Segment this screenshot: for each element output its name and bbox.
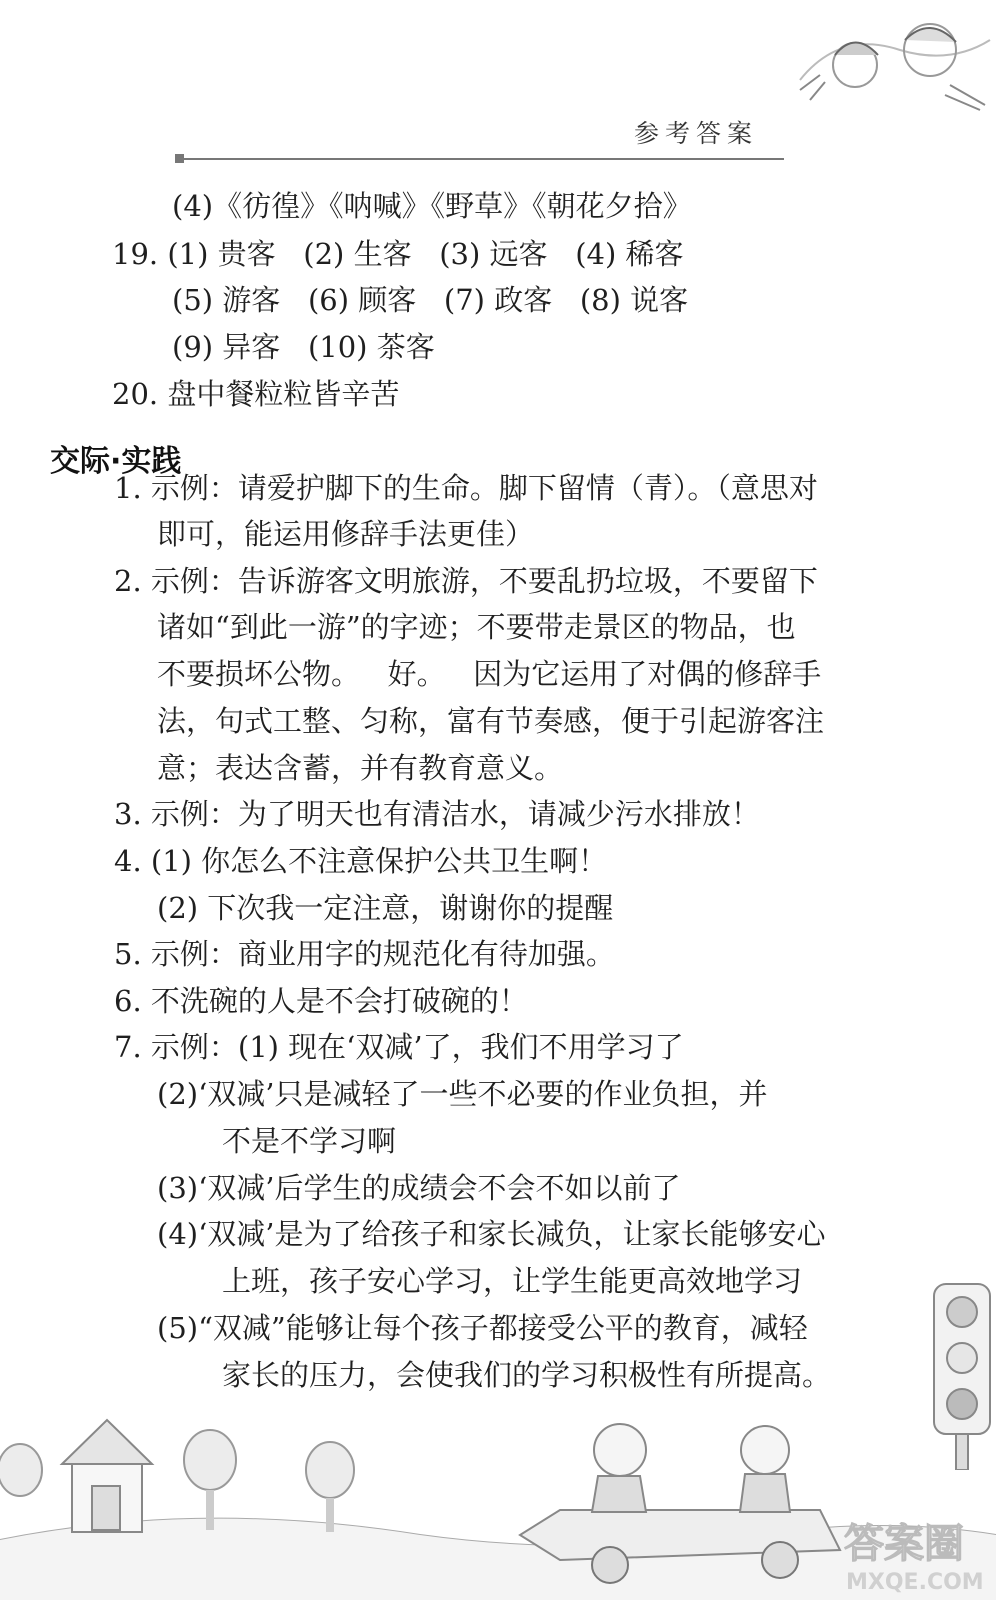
answer-line: 上班，孩子安心学习，让学生能更高效地学习 (222, 1264, 803, 1298)
watermark-url: MXQE.COM (846, 1570, 984, 1595)
answer-line: (9) 异客 (10) 茶客 (172, 330, 435, 364)
watermark-text: 答案圈 (844, 1521, 964, 1567)
answer-line: 法，句式工整、匀称，富有节奏感，便于引起游客注 (157, 704, 825, 738)
answer-line: 4. (1) 你怎么不注意保护公共卫生啊！ (114, 844, 608, 878)
answer-line: 诸如“到此一游”的字迹；不要带走景区的物品，也 (157, 610, 796, 644)
header-divider (178, 158, 784, 160)
answer-line: (2) 下次我一定注意，谢谢你的提醒 (157, 891, 614, 925)
answer-line: 不要损坏公物。 好。 因为它运用了对偶的修辞手 (157, 657, 822, 691)
answer-line: 不是不学习啊 (222, 1124, 397, 1158)
answer-line: 即可，能运用修辞手法更佳） (157, 517, 535, 551)
answer-line: (4)‘双减’是为了给孩子和家长减负，让家长能够安心 (157, 1217, 826, 1251)
answer-line: 5. 示例：商业用字的规范化有待加强。 (114, 937, 615, 971)
answer-line: (3)‘双减’后学生的成绩会不会不如以前了 (157, 1171, 681, 1205)
answer-line: 19. (1) 贵客 (2) 生客 (3) 远客 (4) 稀客 (112, 237, 684, 271)
section-heading: 交际·实践 (50, 444, 182, 479)
header-divider-cap (175, 154, 184, 163)
answer-line: 3. 示例：为了明天也有清洁水，请减少污水排放！ (114, 797, 760, 831)
answer-line: (2)‘双减’只是减轻了一些不必要的作业负担，并 (157, 1077, 768, 1111)
answer-line: 2. 示例：告诉游客文明旅游，不要乱扔垃圾，不要留下 (114, 564, 818, 598)
header-title: 参考答案 (634, 119, 759, 148)
answer-line: 家长的压力，会使我们的学习积极性有所提高。 (222, 1358, 832, 1392)
watermark-logo (840, 1505, 990, 1597)
kids-header-illustration (780, 10, 996, 115)
answer-line: 7. 示例：(1) 现在‘双减’了，我们不用学习了 (114, 1030, 684, 1064)
answer-line: 1. 示例：请爱护脚下的生命。脚下留情（青）。（意思对 (114, 471, 818, 505)
answer-line: 20. 盘中餐粒粒皆辛苦 (112, 377, 400, 411)
answer-line: (5) 游客 (6) 顾客 (7) 政客 (8) 说客 (172, 283, 689, 317)
answer-line: 意；表达含蓄，并有教育意义。 (157, 751, 564, 785)
answer-line: 6. 不洗碗的人是不会打破碗的！ (114, 984, 528, 1018)
answer-line: (5)“双减”能够让每个孩子都接受公平的教育，减轻 (157, 1311, 808, 1345)
answer-line: (4)《彷徨》《呐喊》《野草》《朝花夕拾》 (172, 189, 692, 223)
